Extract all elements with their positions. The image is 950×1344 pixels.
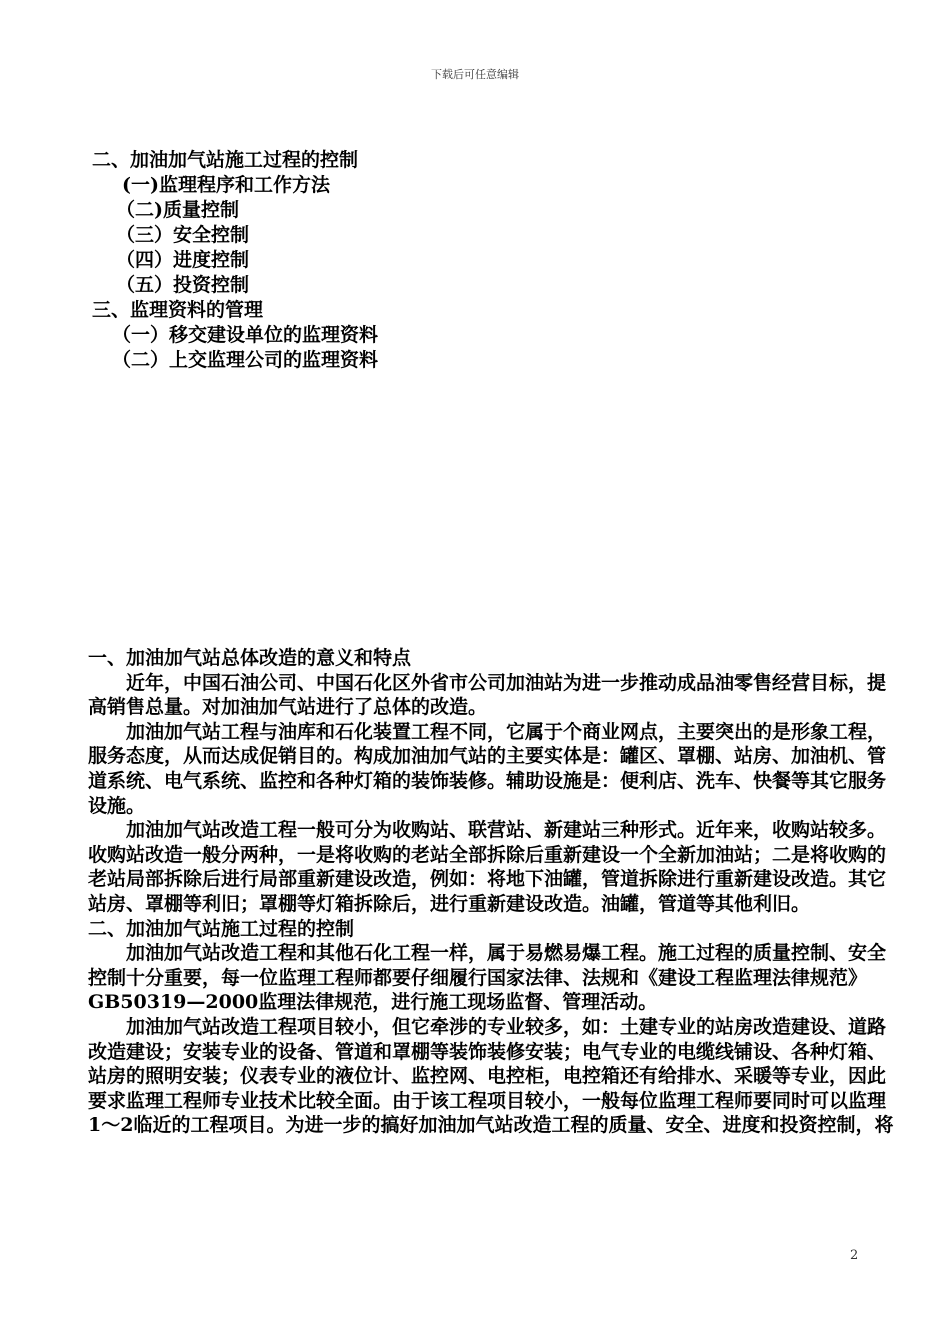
toc-item: （二)质量控制 [116,199,239,221]
toc-item: （一）移交建设单位的监理资料 [112,324,379,346]
toc-item: 二、加油加气站施工过程的控制 [92,149,359,171]
toc-item: （二）上交监理公司的监理资料 [112,349,379,371]
toc-item: (一)监理程序和工作方法 [122,174,330,196]
paragraph: 近年，中国石油公司、中国石化区外省市公司加油站为进一步推动成品油零售经营目标，提高销售总量。对加油加气站进行了总体的改造。 [88,671,887,719]
page-header-note: 下载后可任意编辑 [431,68,519,81]
toc-item: （三）安全控制 [116,224,250,246]
paragraph: 加油加气站改造工程项目较小，但它牵涉的专业较多，如：土建专业的站房改造建设、道路改造建设；安装专业的设备、管道和罩棚等装饰装修安装；电气专业的电缆线铺设、各种灯箱、站房的照明安装；仪表专业的液位计、监控网、电控柜，电控箱还有给排水、采暖等专业，因此要求监理工程师专业技术比较全面。由于该工程项目较小，一般每位监理工程师要同时可以监理1～2临近的工程项目。为进一步的搞好加油加气站改造工程的质量、安全、进度和投资控制，将 [88,1015,894,1137]
toc-item: （五）投资控制 [116,274,250,296]
section-heading: 二、加油加气站施工过程的控制 [88,917,355,940]
toc-item: （四）进度控制 [116,249,250,271]
paragraph: 加油加气站改造工程一般可分为收购站、联营站、新建站三种形式。近年来，收购站较多。收购站改造一般分两种，一是将收购的老站全部拆除后重新建设一个全新加油站；二是将收购的老站局部拆除后进行局部重新建设改造，例如：将地下油罐，管道拆除进行重新建设改造。其它站房、罩棚等利旧；罩棚等灯箱拆除后，进行重新建设改造。油罐，管道等其他利旧。 [88,819,887,915]
section-heading: 一、加油加气站总体改造的意义和特点 [88,647,412,669]
page-number: 2 [850,1248,859,1263]
document-body [88,646,898,1138]
paragraph: 加油加气站改造工程和其他石化工程一样，属于易燃易爆工程。施工过程的质量控制、安全控制十分重要，每一位监理工程师都要仔细履行国家法律、法规和《建设工程监理法律规范》GB50319—2000监理法律规范，进行施工现场监督、管理活动。 [88,942,887,1014]
toc-item: 三、监理资料的管理 [92,299,264,321]
paragraph: 加油加气站工程与油库和石化装置工程不同，它属于个商业网点，主要突出的是形象工程，服务态度，从而达成促销目的。构成加油加气站的主要实体是：罐区、罩棚、站房、加油机、管道系统、电气系统、监控和各种灯箱的装饰装修。辅助设施是：便利店、洗车、快餐等其它服务设施。 [88,720,887,817]
